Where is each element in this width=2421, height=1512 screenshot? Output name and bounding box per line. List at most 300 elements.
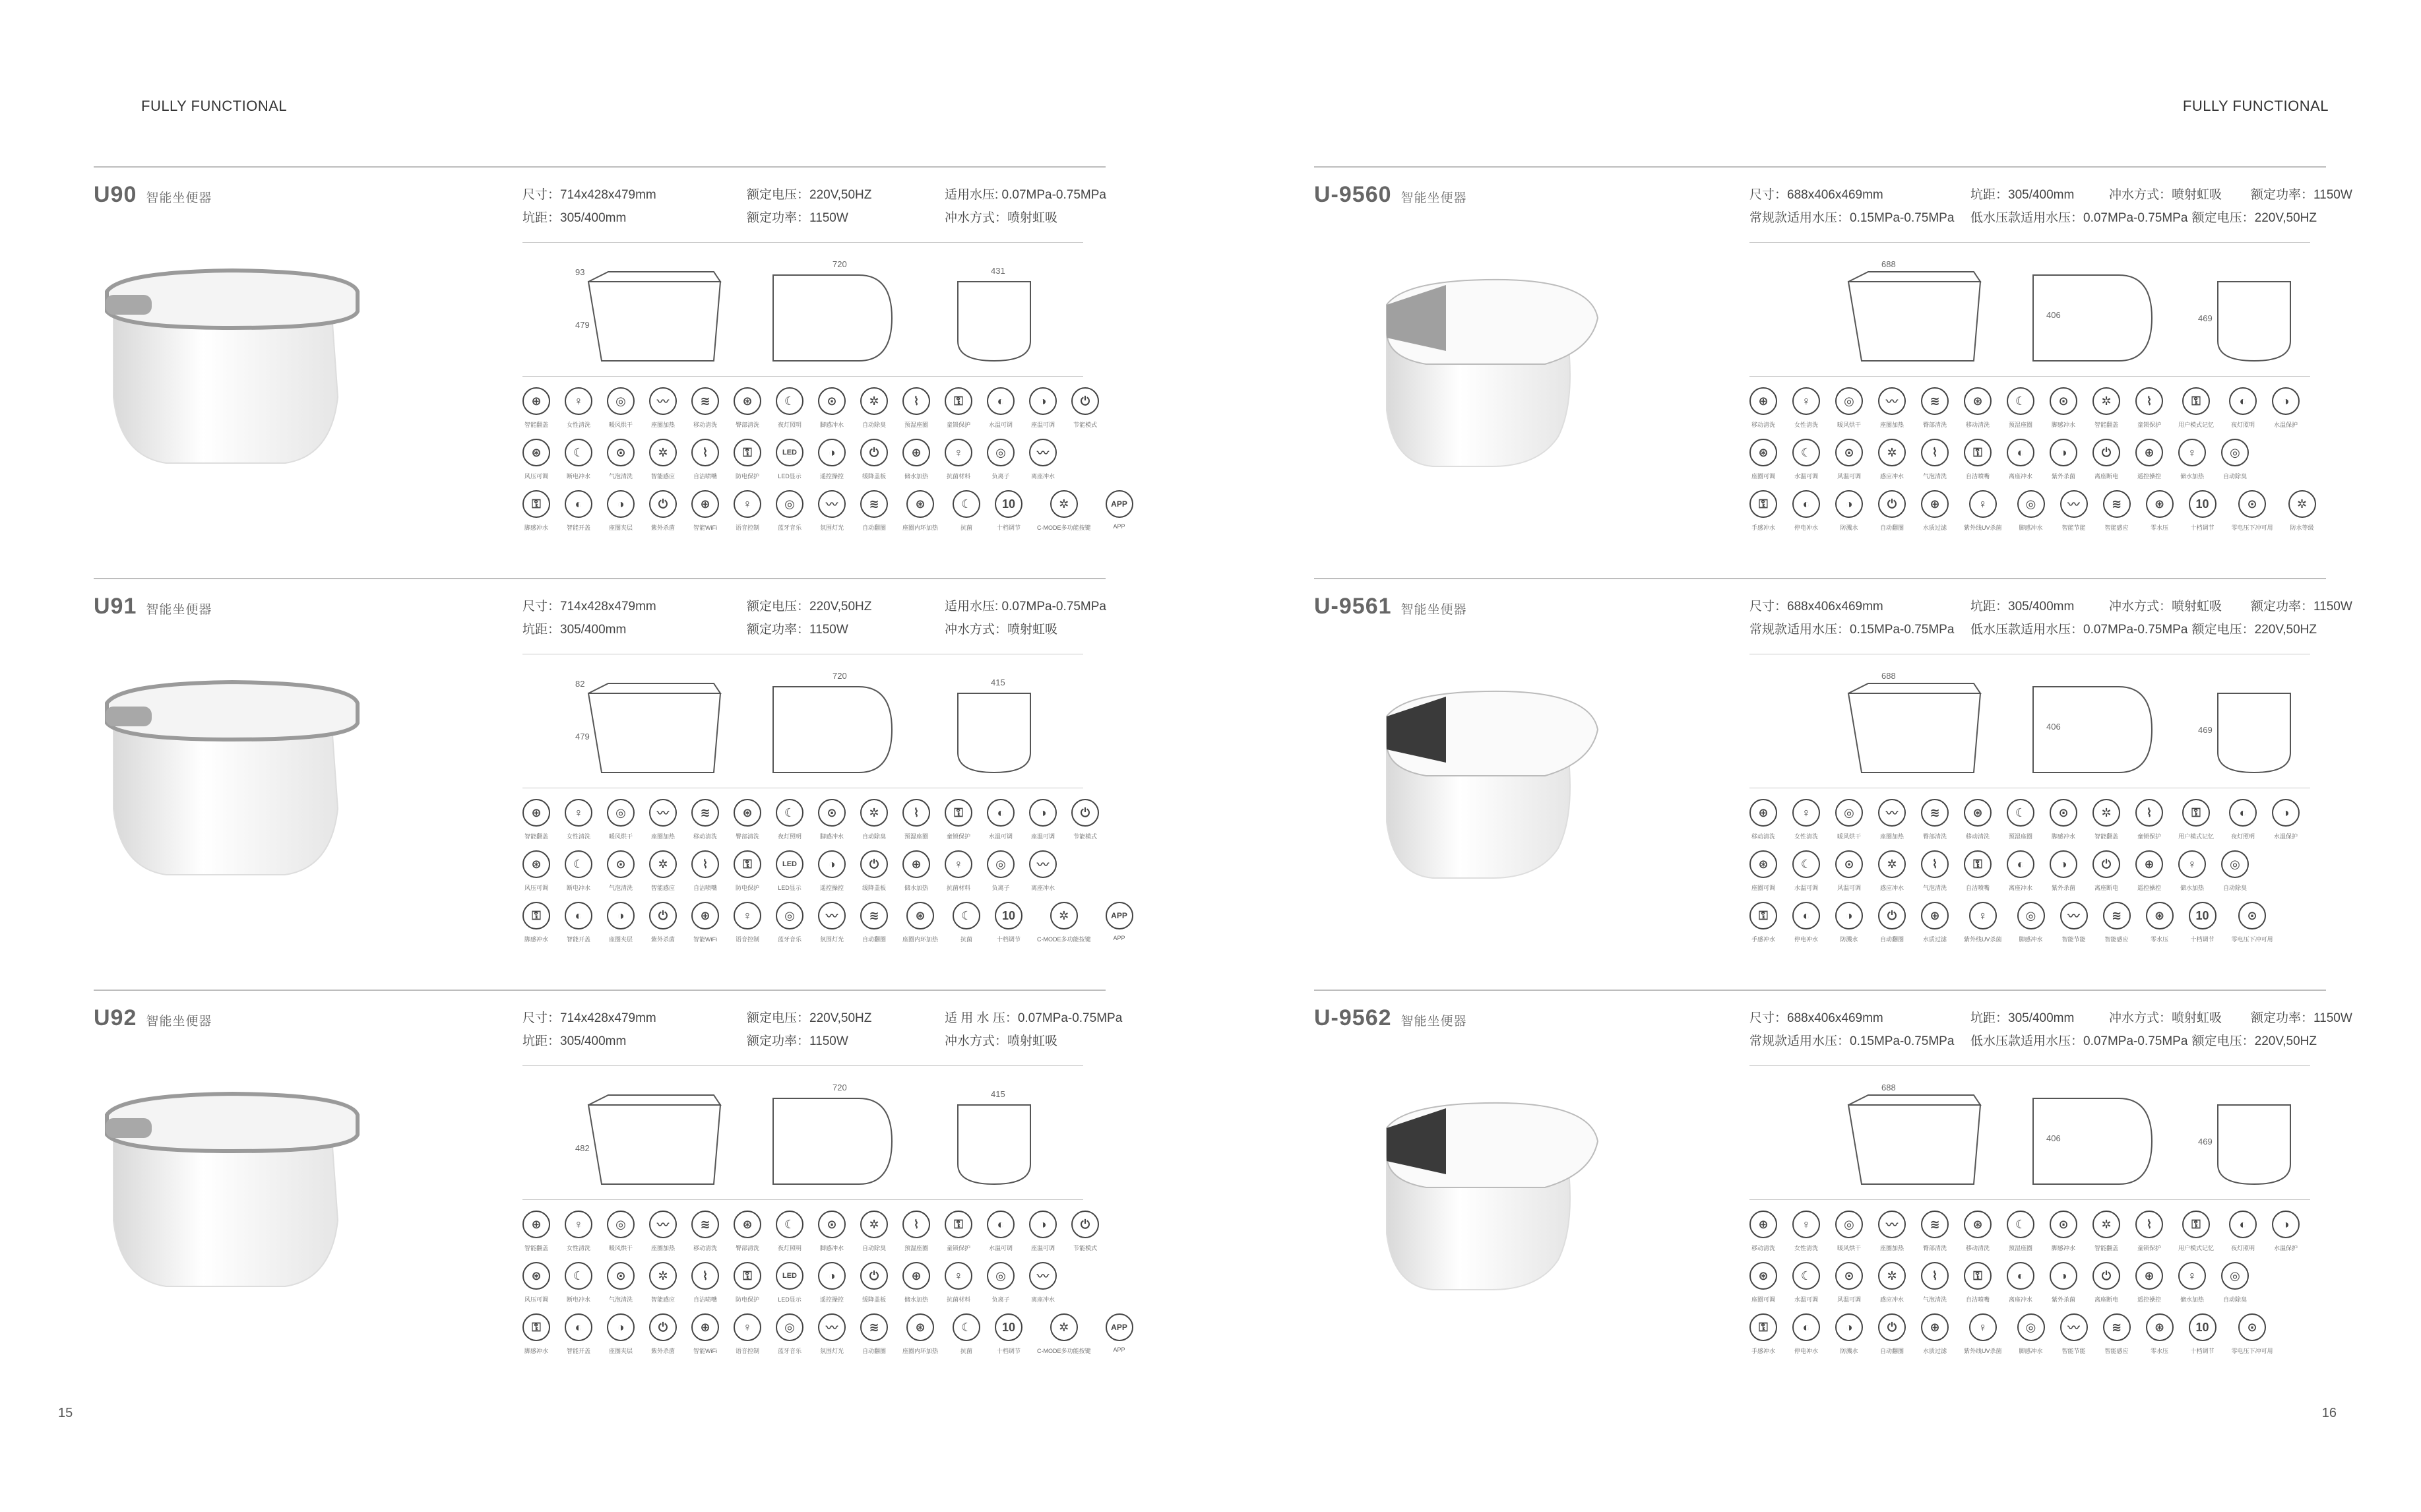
feature-label: 语音控制: [735, 524, 759, 531]
feature-label: 脚感冲水: [2051, 833, 2075, 840]
feature-icon: [2135, 1211, 2163, 1251]
feature-icon: [1835, 387, 1863, 428]
feature-0-10-icon: ⚿: [2182, 799, 2210, 827]
feature-label: 移动清洗: [693, 833, 717, 840]
product-image: [1347, 677, 1624, 891]
feature-row: [1749, 799, 2300, 840]
feature-label: 负离子: [991, 473, 1010, 480]
feature-label: 智能WiFi: [693, 524, 717, 531]
feature-icon: [522, 850, 550, 891]
feature-icon: [1921, 439, 1949, 480]
feature-label: 断电冲水: [566, 885, 590, 891]
feature-0-2-icon: ◎: [1835, 1211, 1863, 1238]
feature-label: 抗菌材料: [946, 1296, 970, 1303]
feature-icon: [1037, 1313, 1091, 1354]
plan-width-label: 720: [833, 259, 847, 269]
feature-label: 用户模式记忆: [2178, 422, 2215, 428]
feature-label: 自动翻圈: [862, 524, 886, 531]
feature-1-10-icon: ♀: [2178, 850, 2206, 878]
feature-label: 脚感冲水: [524, 1348, 548, 1354]
feature-label: APP: [1113, 523, 1125, 530]
feature-icon: [1878, 799, 1906, 840]
model-name: U92: [94, 1005, 137, 1030]
feature-label: 感应冲水: [1879, 885, 1904, 891]
feature-0-1-icon: ♀: [1792, 387, 1820, 415]
feature-icon: [1792, 490, 1820, 531]
feature-2-4-icon: ⊕: [1921, 902, 1949, 929]
model-name: U91: [94, 594, 137, 619]
side-view-drawing: [1848, 282, 1980, 361]
product-subtitle: 智能坐便器: [146, 603, 212, 617]
feature-1-3-icon: ✲: [1878, 1262, 1906, 1290]
feature-icon: [2272, 799, 2300, 840]
feature-1-8-icon: ⏻: [2092, 439, 2120, 466]
feature-label: 储水加热: [2180, 1296, 2204, 1303]
feature-icon: [945, 1211, 972, 1251]
feature-1-9-icon: ⊕: [902, 439, 930, 466]
feature-label: 语音控制: [735, 1348, 759, 1354]
feature-0-0-icon: ⊕: [1749, 799, 1777, 827]
feature-1-4-icon: ⌇: [691, 1262, 719, 1290]
feature-icon: [818, 850, 846, 891]
section-divider: [1314, 578, 2326, 579]
feature-1-8-icon: ⏻: [860, 439, 888, 466]
feature-1-4-icon: ⌇: [1921, 850, 1949, 878]
feature-1-5-icon: ⚿: [734, 1262, 761, 1290]
feature-2-7-icon: 〰: [2060, 1313, 2088, 1341]
feature-label: 离座冲水: [2008, 885, 2032, 891]
feature-2-3-icon: ⏻: [649, 490, 677, 518]
feature-1-5-icon: ⚿: [734, 850, 761, 878]
feature-icon: [565, 850, 592, 891]
feature-icon: [818, 1262, 846, 1303]
feature-0-11-icon: ◐: [2229, 799, 2257, 827]
feature-icon: [1835, 439, 1863, 480]
feature-2-6-icon: ◎: [776, 490, 803, 518]
feature-1-6-icon: ◐: [2007, 850, 2034, 878]
feature-label: 座圈可调: [1751, 473, 1775, 480]
feature-icon: [1878, 387, 1906, 428]
feature-2-0-icon: ⚿: [1749, 902, 1777, 929]
feature-icon: [565, 799, 592, 840]
feature-icon: [649, 799, 677, 840]
section-divider: [94, 166, 1106, 168]
feature-label: 女性清洗: [566, 422, 590, 428]
spec-item: 常规款适用水压：0.15MPa-0.75MPa: [1749, 211, 1955, 225]
feature-2-6-icon: ◎: [2017, 1313, 2045, 1341]
feature-label: 自动翻圈: [862, 1348, 886, 1354]
feature-icon: [565, 1313, 592, 1354]
feature-label: 自洁喷嘴: [1965, 473, 1990, 480]
feature-icon: [945, 799, 972, 840]
feature-icon: [2017, 490, 2045, 531]
feature-icon: [953, 902, 980, 943]
feature-0-10-icon: ⚿: [2182, 387, 2210, 415]
feature-label: 智能感应: [2104, 524, 2129, 531]
feature-icon: [1749, 1313, 1777, 1354]
feature-icon: [522, 1211, 550, 1251]
feature-1-2-icon: ⊙: [607, 439, 635, 466]
feature-2-5-icon: ♀: [1969, 902, 1997, 929]
feature-label: C-MODE多功能按键: [1037, 524, 1091, 531]
feature-2-2-icon: ◑: [1835, 490, 1863, 518]
plan-view-drawing: [773, 687, 892, 772]
feature-1-5-icon: ⚿: [1964, 439, 1992, 466]
feature-icon: [2092, 799, 2120, 840]
technical-drawings: [569, 1079, 1070, 1201]
spec-item: 坑距：305/400mm: [522, 211, 627, 225]
feature-0-4-icon: ≋: [691, 799, 719, 827]
control-panel: [106, 295, 152, 315]
section-divider: [1314, 166, 2326, 168]
feature-0-2-icon: ◎: [607, 799, 635, 827]
feature-icon: [776, 387, 803, 428]
front-width-label: 415: [991, 677, 1005, 687]
feature-label: 智能节能: [2061, 936, 2086, 943]
feature-label: 脚感冲水: [2051, 422, 2075, 428]
feature-icon: [2092, 850, 2120, 891]
feature-label: 缓降盖板: [862, 885, 886, 891]
feature-2-1-icon: ◐: [565, 902, 592, 929]
feature-0-12-icon: ◑: [2272, 799, 2300, 827]
feature-icon: [522, 902, 550, 943]
spec-line: [1749, 1065, 2310, 1066]
feature-label: 智能翻盖: [524, 1245, 548, 1251]
feature-label: 夜灯照明: [2231, 833, 2255, 840]
feature-label: 座圈加热: [650, 833, 675, 840]
feature-icon: [945, 850, 972, 891]
feature-1-5-icon: ⚿: [1964, 850, 1992, 878]
feature-icon: [1835, 799, 1863, 840]
feature-0-13-icon: ⏻: [1071, 1211, 1099, 1238]
feature-2-8-icon: ≋: [2103, 902, 2131, 929]
spec-item: 额定电压：220V,50HZ: [2191, 623, 2317, 637]
feature-label: 断电冲水: [566, 1296, 590, 1303]
feature-label: 暖风烘干: [1837, 422, 1861, 428]
feature-icon: [1835, 490, 1863, 531]
feature-label: 停电冲水: [1794, 936, 1818, 943]
feature-icon: [2146, 1313, 2174, 1354]
feature-label: 感应冲水: [1879, 1296, 1904, 1303]
control-panel: [106, 707, 152, 726]
feature-2-9-icon: ⊛: [906, 1313, 934, 1341]
feature-1-2-icon: ⊙: [1835, 1262, 1863, 1290]
feature-label: 紫外线UV杀菌: [1964, 936, 2002, 943]
technical-drawings: [1829, 255, 2330, 377]
feature-label: 遥控操控: [2137, 885, 2161, 891]
feature-label: 离座断电: [2094, 473, 2118, 480]
feature-icon: [1921, 902, 1949, 943]
feature-icon: [522, 1313, 550, 1354]
feature-2-1-icon: ◐: [1792, 490, 1820, 518]
feature-icon: [691, 902, 719, 943]
feature-1-9-icon: ⊕: [2135, 1262, 2163, 1290]
feature-label: 脚感冲水: [819, 422, 844, 428]
feature-icon: [902, 1262, 930, 1303]
feature-1-0-icon: ⊛: [1749, 439, 1777, 466]
front-width-label: 431: [991, 266, 1005, 276]
feature-icon: [1878, 490, 1906, 531]
feature-icon: [2050, 1262, 2077, 1303]
product-image: [1347, 1088, 1624, 1303]
feature-1-1-icon: ☾: [1792, 1262, 1820, 1290]
feature-0-1-icon: ♀: [565, 387, 592, 415]
side-view-drawing: [1848, 693, 1980, 772]
spec-item: 低水压款适用水压：0.07MPa-0.75MPa: [1970, 211, 2188, 225]
feature-0-5-icon: ⊛: [734, 387, 761, 415]
feature-1-3-icon: ✲: [1878, 850, 1906, 878]
feature-icon: [607, 387, 635, 428]
feature-label: 脚感冲水: [819, 833, 844, 840]
feature-label: 智能翻盖: [2094, 1245, 2118, 1251]
feature-row: [1749, 850, 2249, 891]
feature-2-10-icon: 10: [2189, 490, 2217, 518]
feature-0-8-icon: ✲: [2092, 1211, 2120, 1238]
feature-2-9-icon: ⊛: [2146, 1313, 2174, 1341]
spec-item: 坑距：305/400mm: [1970, 600, 2075, 614]
top-offset-label: 82: [575, 679, 585, 689]
product-section-u91: [94, 578, 1127, 974]
feature-icon: [1029, 1262, 1057, 1303]
feature-label: 防水等级: [2290, 524, 2314, 531]
feature-icon: [691, 1262, 719, 1303]
feature-icon: [565, 1211, 592, 1251]
feature-0-9-icon: ⌇: [902, 387, 930, 415]
spec-item: 坑距：305/400mm: [522, 1034, 627, 1048]
spec-item: 额定电压：220V,50HZ: [747, 1011, 872, 1025]
feature-1-11-icon: ◎: [2221, 1262, 2249, 1290]
feature-label: 座圈加热: [650, 1245, 675, 1251]
feature-1-2-icon: ⊙: [607, 850, 635, 878]
feature-icon: [1749, 902, 1777, 943]
feature-label: 自动除臭: [862, 1245, 886, 1251]
spec-item: 额定电压：220V,50HZ: [2191, 211, 2317, 225]
feature-icon: [607, 1211, 635, 1251]
feature-0-1-icon: ♀: [1792, 799, 1820, 827]
feature-2-8-icon: ≋: [860, 490, 888, 518]
feature-label: 移动清洗: [1965, 833, 1990, 840]
feature-icon: [902, 1211, 930, 1251]
feature-icon: [1749, 1211, 1777, 1251]
feature-1-11-icon: ◎: [987, 850, 1015, 878]
feature-0-10-icon: ⚿: [2182, 1211, 2210, 1238]
feature-row: [522, 1262, 1057, 1303]
icons-line: [1749, 376, 2310, 377]
spec-item: 尺寸：688x406x469mm: [1749, 188, 1883, 202]
feature-icon: [1792, 850, 1820, 891]
feature-2-10-icon: 10: [2189, 902, 2217, 929]
feature-icon: [987, 1262, 1015, 1303]
feature-label: 智能感应: [2104, 936, 2129, 943]
feature-label: 储水加热: [2180, 473, 2204, 480]
feature-icon: [1037, 902, 1091, 943]
feature-icon: [2007, 799, 2034, 840]
feature-icon: [860, 490, 888, 531]
feature-label: 防电保护: [735, 473, 759, 480]
feature-icon: [2007, 387, 2034, 428]
feature-label: 风温可调: [1837, 473, 1861, 480]
feature-icon: [1029, 387, 1057, 428]
feature-icon: [1921, 850, 1949, 891]
feature-icon: [776, 1211, 803, 1251]
feature-label: 自动翻圈: [1879, 1348, 1904, 1354]
feature-0-1-icon: ♀: [565, 1211, 592, 1238]
feature-0-4-icon: ≋: [691, 387, 719, 415]
feature-icon: [1106, 490, 1133, 531]
feature-2-0-icon: ⚿: [522, 1313, 550, 1341]
feature-1-11-icon: ◎: [2221, 439, 2249, 466]
feature-1-9-icon: ⊕: [2135, 439, 2163, 466]
feature-icon: [691, 1313, 719, 1354]
feature-icon: [818, 1313, 846, 1354]
feature-label: 节能模式: [1073, 422, 1097, 428]
feature-1-4-icon: ⌇: [1921, 1262, 1949, 1290]
front-view-drawing: [2218, 282, 2290, 361]
product-section-u-9562: [1314, 990, 2352, 1385]
feature-0-12-icon: ◑: [1029, 1211, 1057, 1238]
feature-icon: [1878, 1211, 1906, 1251]
feature-label: 座圈加热: [650, 422, 675, 428]
control-panel: [106, 1118, 152, 1138]
feature-row: [522, 1313, 1133, 1354]
spec-item: 常规款适用水压：0.15MPa-0.75MPa: [1749, 1034, 1955, 1048]
feature-label: 风压可调: [524, 885, 548, 891]
feature-icon: [2060, 1313, 2088, 1354]
side-height-label: 482: [575, 1143, 590, 1153]
feature-label: 负离子: [991, 885, 1010, 891]
feature-icon: [2007, 850, 2034, 891]
feature-label: 自动除臭: [862, 422, 886, 428]
feature-icon: [987, 799, 1015, 840]
feature-icon: [565, 1262, 592, 1303]
feature-0-8-icon: ✲: [2092, 799, 2120, 827]
feature-icon: [1792, 1262, 1820, 1303]
feature-1-0-icon: ⊛: [522, 439, 550, 466]
product-subtitle: 智能坐便器: [1400, 191, 1467, 205]
feature-icon: [2232, 1313, 2273, 1354]
plan-depth-label: 406: [2046, 1133, 2061, 1143]
feature-icon: [607, 439, 635, 480]
feature-icon: [818, 439, 846, 480]
section-divider: [1314, 990, 2326, 991]
product-image: [1347, 265, 1624, 480]
feature-icon: [2135, 799, 2163, 840]
feature-icon: [2229, 1211, 2257, 1251]
feature-0-5-icon: ⊛: [734, 1211, 761, 1238]
feature-icon: [565, 439, 592, 480]
feature-label: LED显示: [778, 1296, 802, 1303]
feature-0-12-icon: ◑: [2272, 387, 2300, 415]
feature-1-11-icon: ◎: [2221, 850, 2249, 878]
feature-label: 座温可调: [1030, 833, 1055, 840]
feature-label: 暖风烘干: [608, 1245, 633, 1251]
spec-item: 尺寸：714x428x479mm: [522, 188, 656, 202]
feature-0-13-icon: ⏻: [1071, 387, 1099, 415]
feature-0-7-icon: ⊙: [818, 387, 846, 415]
feature-label: 水质过滤: [1922, 936, 1947, 943]
feature-icon: [1835, 1211, 1863, 1251]
product-title: [94, 1005, 212, 1031]
feature-label: 十档调节: [2190, 524, 2215, 531]
page-number-left: 15: [58, 1406, 73, 1420]
feature-icon: [2050, 799, 2077, 840]
feature-1-7-icon: ◑: [818, 850, 846, 878]
feature-label: 自动除臭: [2222, 473, 2247, 480]
feature-1-4-icon: ⌇: [691, 439, 719, 466]
feature-1-6-icon: LED: [776, 850, 803, 878]
feature-2-8-icon: ≋: [2103, 490, 2131, 518]
feature-icon: [2092, 1262, 2120, 1303]
feature-label: 自动翻圈: [1879, 524, 1904, 531]
spec-item: 尺寸：714x428x479mm: [522, 600, 656, 614]
feature-icon: [860, 902, 888, 943]
section-divider: [94, 578, 1106, 579]
feature-2-4-icon: ⊕: [1921, 1313, 1949, 1341]
feature-label: 抗菌: [960, 936, 973, 943]
feature-icon: [953, 1313, 980, 1354]
feature-label: 脚感冲水: [2019, 524, 2043, 531]
feature-icon: [2232, 490, 2273, 531]
feature-label: 遥控操控: [819, 885, 844, 891]
icons-line: [522, 376, 1083, 377]
feature-1-9-icon: ⊕: [902, 1262, 930, 1290]
feature-label: 座圈可调: [1751, 1296, 1775, 1303]
feature-label: 夜灯照明: [777, 1245, 802, 1251]
feature-icon: [860, 850, 888, 891]
feature-icon: [2092, 1211, 2120, 1251]
feature-label: 智能开盖: [566, 524, 590, 531]
feature-icon: [776, 1262, 803, 1303]
spec-item: 额定功率：1150W: [747, 211, 848, 225]
feature-label: 夜灯照明: [2231, 422, 2255, 428]
feature-row: [1749, 902, 2273, 943]
feature-label: 水温保护: [2274, 422, 2298, 428]
feature-label: 脚感冲水: [2019, 1348, 2043, 1354]
feature-label: 自洁喷嘴: [693, 473, 717, 480]
feature-label: 移动清洗: [693, 1245, 717, 1251]
feature-label: 停电冲水: [1794, 524, 1818, 531]
feature-label: LED显示: [778, 885, 802, 891]
feature-1-4-icon: ⌇: [1921, 439, 1949, 466]
spec-item: 尺寸：714x428x479mm: [522, 1011, 656, 1025]
feature-icon: [2221, 1262, 2249, 1303]
feature-label: 遥控操控: [819, 473, 844, 480]
feature-icon: [1878, 439, 1906, 480]
feature-label: 女性清洗: [566, 1245, 590, 1251]
feature-label: 夜灯照明: [2231, 1245, 2255, 1251]
side-height-label: 479: [575, 732, 590, 741]
feature-0-6-icon: ☾: [2007, 1211, 2034, 1238]
front-view-drawing: [958, 1105, 1030, 1184]
feature-label: LED显示: [778, 473, 802, 480]
feature-label: 零电压下冲可用: [2231, 936, 2273, 943]
feature-icon: [2135, 850, 2163, 891]
feature-2-13-icon: APP: [1106, 902, 1133, 929]
product-image: [94, 265, 371, 480]
feature-label: 女性清洗: [1794, 833, 1818, 840]
spec-item: 额定功率：1150W: [2251, 1011, 2352, 1025]
technical-drawings: [569, 255, 1070, 377]
feature-2-9-icon: ⊛: [906, 490, 934, 518]
feature-2-5-icon: ♀: [734, 902, 761, 929]
feature-2-13-icon: APP: [1106, 1313, 1133, 1341]
feature-2-9-icon: ⊛: [2146, 490, 2174, 518]
feature-1-8-icon: ⏻: [860, 850, 888, 878]
feature-2-11-icon: ⊙: [2238, 490, 2266, 518]
feature-0-5-icon: ⊛: [734, 799, 761, 827]
model-name: U-9560: [1314, 182, 1392, 207]
feature-0-12-icon: ◑: [1029, 799, 1057, 827]
